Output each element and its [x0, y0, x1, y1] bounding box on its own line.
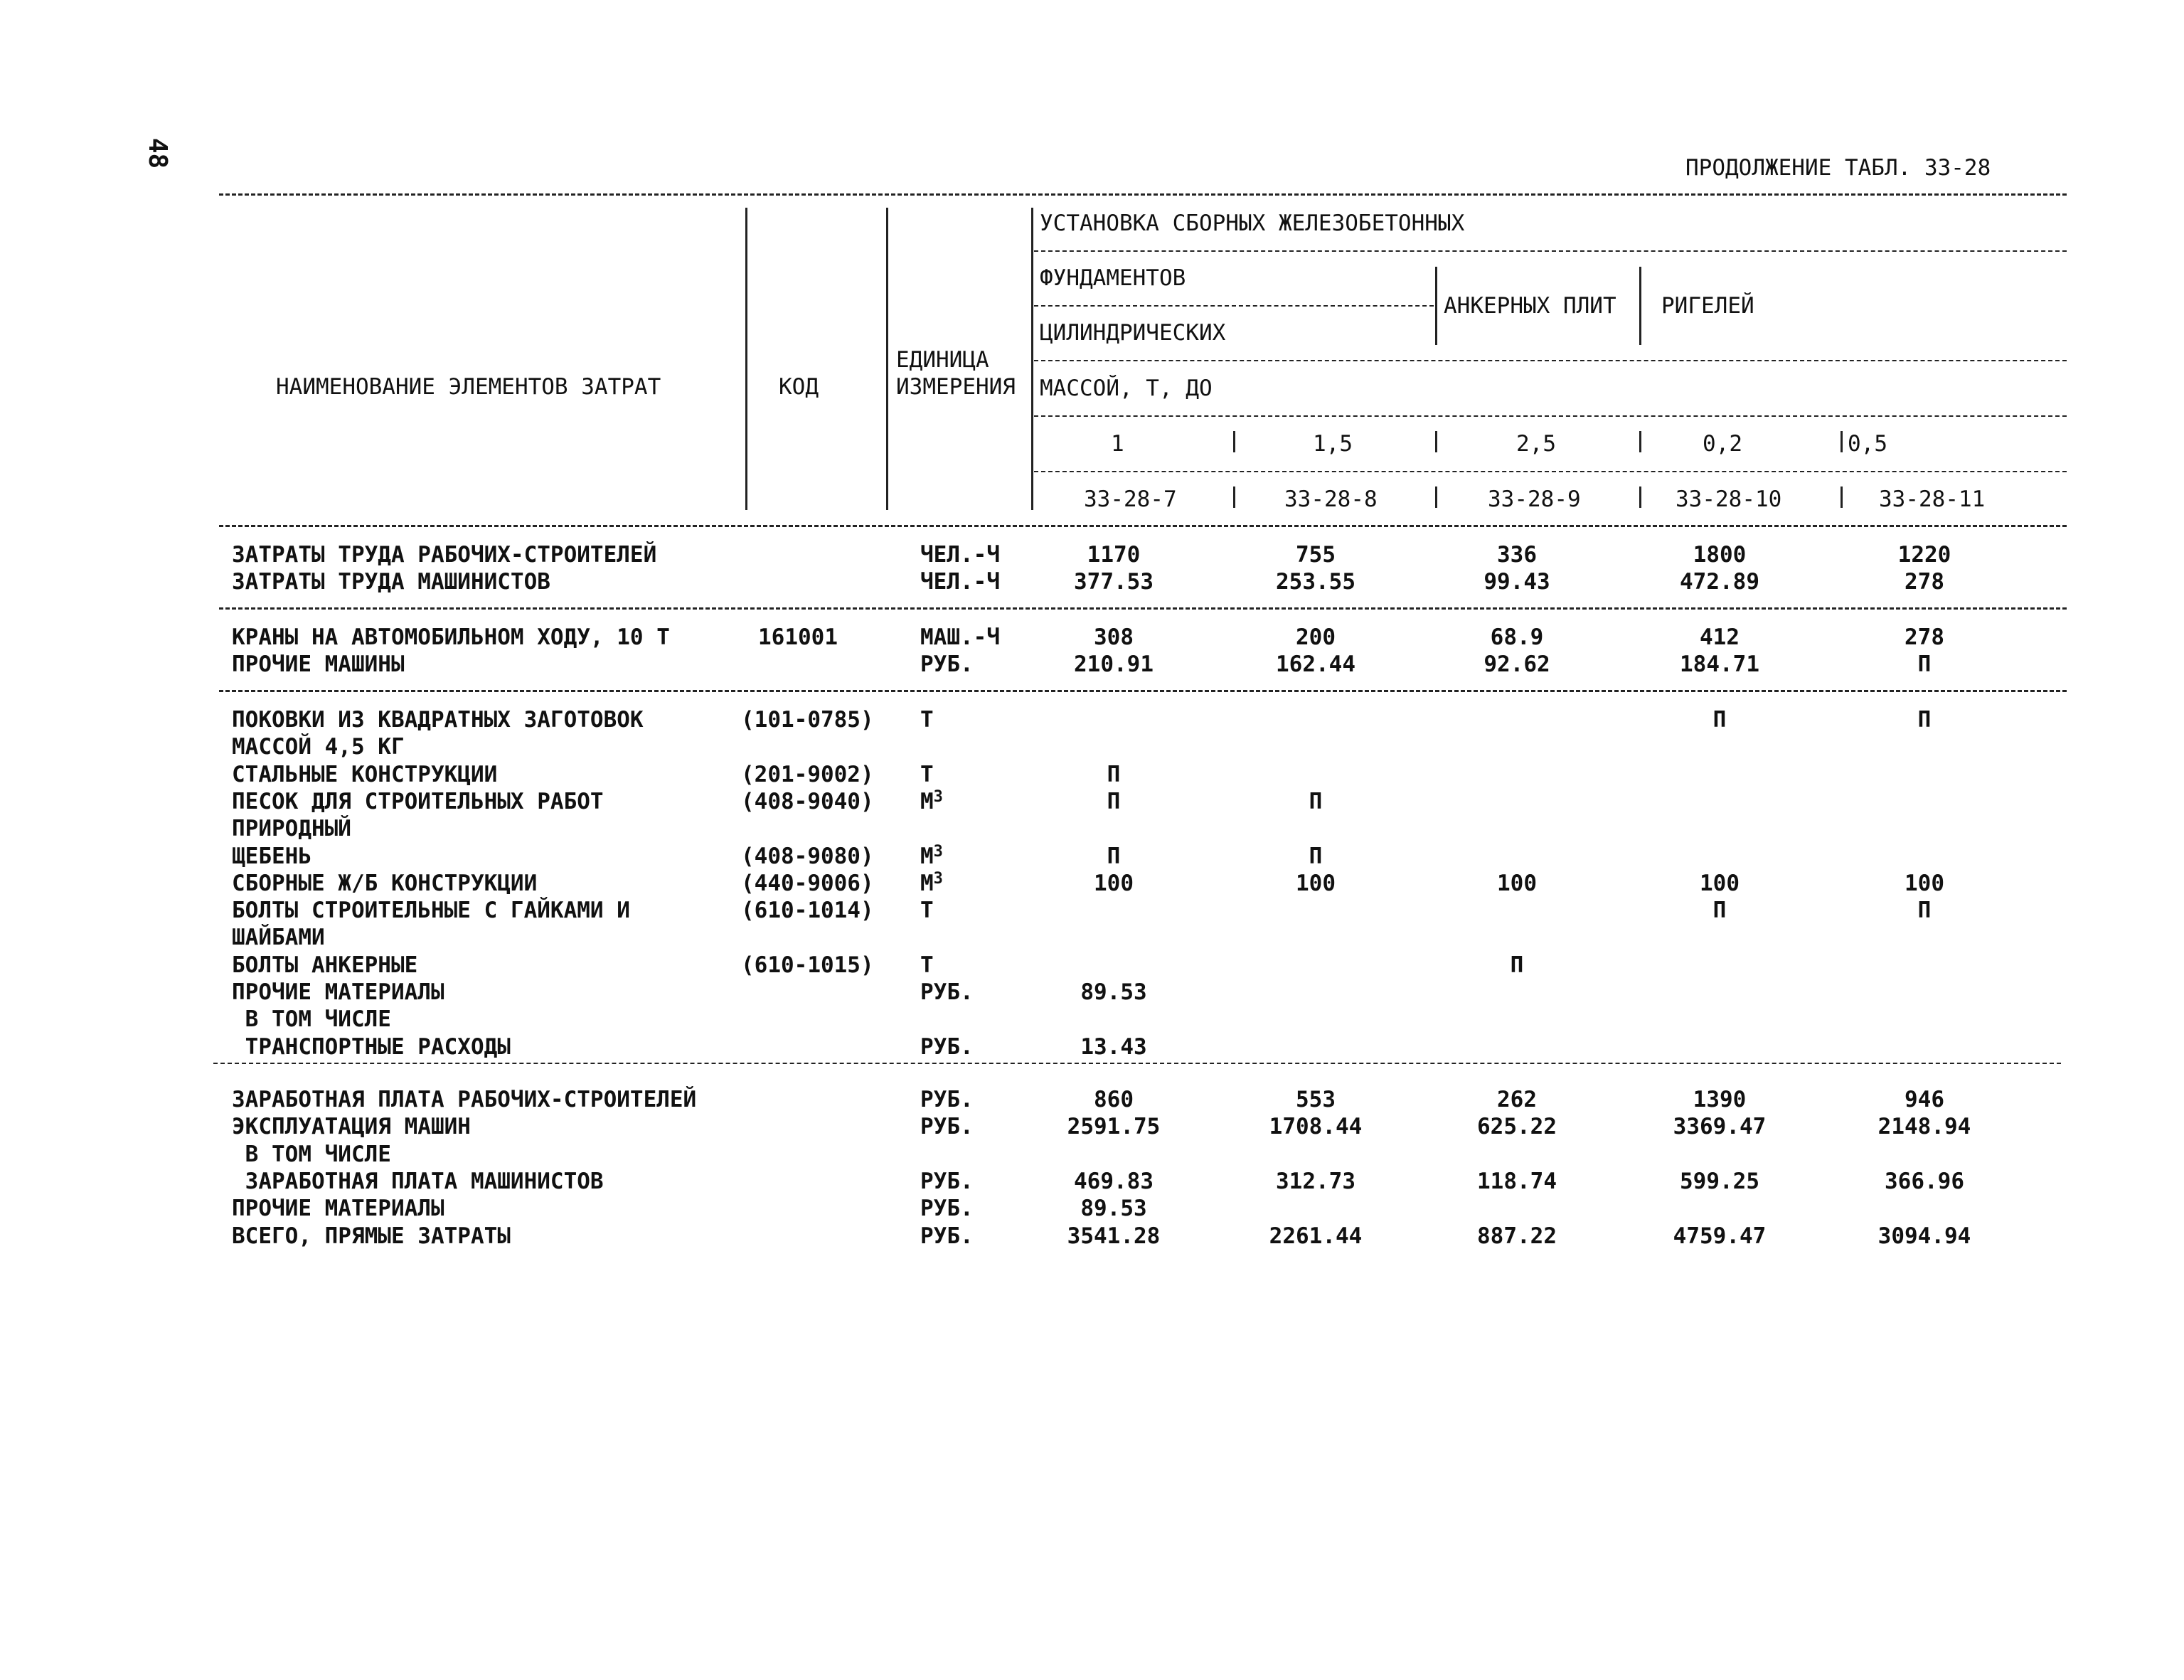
- header-divider: [1435, 267, 1437, 345]
- row-code: (201-9002): [741, 762, 874, 787]
- row-value: 2148.94: [1877, 1114, 1971, 1139]
- header-divider: [1435, 487, 1437, 508]
- row-code: 161001: [758, 624, 838, 650]
- row-value: 336: [1497, 542, 1537, 568]
- row-name: ПОКОВКИ ИЗ КВАДРАТНЫХ ЗАГОТОВОК: [232, 707, 644, 733]
- row-value: 469.83: [1074, 1169, 1154, 1194]
- row-value: П: [1107, 789, 1121, 814]
- row-unit: $М^3$: [920, 788, 943, 814]
- header-rule: [1034, 471, 2067, 472]
- row-unit: РУБ.: [920, 979, 974, 1005]
- row-value: П: [1712, 898, 1727, 923]
- row-name: ПРИРОДНЫЙ: [232, 816, 351, 841]
- table-caption: ПРОДОЛЖЕНИЕ ТАБЛ. 33-28: [1685, 155, 1991, 181]
- row-name: ПРОЧИЕ МАШИНЫ: [232, 652, 405, 677]
- section-rule: [219, 607, 2067, 610]
- header-mass-label: МАССОЙ, Т, ДО: [1040, 376, 1213, 401]
- row-name: ВСЕГО, ПРЯМЫЕ ЗАТРАТЫ: [232, 1223, 511, 1249]
- row-value: 278: [1905, 569, 1944, 595]
- row-unit: Т: [920, 762, 934, 787]
- row-value: 553: [1296, 1087, 1336, 1112]
- row-unit: Т: [920, 898, 934, 923]
- header-divider: [1639, 431, 1641, 452]
- row-value: П: [1917, 707, 1932, 733]
- row-unit: РУБ.: [920, 1223, 974, 1249]
- row-value: 262: [1497, 1087, 1537, 1112]
- row-value: 377.53: [1074, 569, 1154, 595]
- row-value: 946: [1905, 1087, 1944, 1112]
- norm-code: 33-28-11: [1879, 487, 1986, 512]
- header-rule: [1034, 360, 2067, 361]
- row-unit: РУБ.: [920, 1169, 974, 1194]
- header-bottom-rule: [219, 525, 2067, 527]
- row-value: 100: [1905, 871, 1944, 896]
- header-rigels: РИГЕЛЕЙ: [1661, 293, 1754, 319]
- header-divider: [1639, 487, 1641, 508]
- row-value: 4759.47: [1673, 1223, 1767, 1249]
- row-value: 13.43: [1080, 1034, 1147, 1060]
- header-rule: [1034, 250, 2067, 252]
- row-name: ЭКСПЛУАТАЦИЯ МАШИН: [232, 1114, 471, 1139]
- row-value: П: [1107, 844, 1121, 869]
- header-rule: [1034, 415, 2067, 417]
- header-divider: [1233, 487, 1235, 508]
- row-unit: РУБ.: [920, 1087, 974, 1112]
- header-foundations: ФУНДАМЕНТОВ: [1040, 265, 1186, 291]
- row-value: 200: [1296, 624, 1336, 650]
- row-name: БОЛТЫ СТРОИТЕЛЬНЫЕ С ГАЙКАМИ И: [232, 898, 630, 923]
- row-value: 184.71: [1680, 652, 1759, 677]
- row-name: БОЛТЫ АНКЕРНЫЕ: [232, 952, 418, 978]
- row-value: 89.53: [1080, 979, 1147, 1005]
- row-code: (610-1015): [741, 952, 874, 978]
- header-unit-line1: ЕДИНИЦА: [896, 347, 989, 373]
- row-value: 100: [1296, 871, 1336, 896]
- row-value: 860: [1094, 1087, 1134, 1112]
- row-unit: РУБ.: [920, 652, 974, 677]
- row-name: ТРАНСПОРТНЫЕ РАСХОДЫ: [232, 1034, 511, 1060]
- row-unit: ЧЕЛ.-Ч: [920, 569, 1000, 595]
- row-name: В ТОМ ЧИСЛЕ: [232, 1006, 391, 1032]
- row-name: МАССОЙ 4,5 КГ: [232, 734, 405, 760]
- row-name: В ТОМ ЧИСЛЕ: [232, 1142, 391, 1167]
- mass-value: 2,5: [1516, 431, 1556, 457]
- header-anchor-plates: АНКЕРНЫХ ПЛИТ: [1444, 293, 1616, 319]
- row-value: 3369.47: [1673, 1114, 1767, 1139]
- row-value: П: [1712, 707, 1727, 733]
- section-rule: [219, 690, 2067, 692]
- row-value: 1220: [1897, 542, 1951, 568]
- row-value: 308: [1094, 624, 1134, 650]
- row-name: КРАНЫ НА АВТОМОБИЛЬНОМ ХОДУ, 10 Т: [232, 624, 670, 650]
- row-name: ПЕСОК ДЛЯ СТРОИТЕЛЬНЫХ РАБОТ: [232, 789, 604, 814]
- mass-value: 0,2: [1703, 431, 1742, 457]
- row-value: 1390: [1693, 1087, 1747, 1112]
- row-name: СТАЛЬНЫЕ КОНСТРУКЦИИ: [232, 762, 498, 787]
- header-divider: [1841, 487, 1843, 508]
- header-divider: [1841, 431, 1843, 452]
- row-unit: $М^3$: [920, 843, 943, 869]
- row-code: (408-9080): [741, 844, 874, 869]
- row-value: 3541.28: [1067, 1223, 1161, 1249]
- row-value: 2591.75: [1067, 1114, 1161, 1139]
- header-name: НАИМЕНОВАНИЕ ЭЛЕМЕНТОВ ЗАТРАТ: [276, 374, 661, 400]
- row-value: П: [1917, 898, 1932, 923]
- row-value: 3094.94: [1877, 1223, 1971, 1249]
- row-unit: $М^3$: [920, 870, 943, 896]
- header-divider: [1639, 267, 1641, 345]
- row-value: 1708.44: [1269, 1114, 1363, 1139]
- row-code: (408-9040): [741, 789, 874, 814]
- row-value: 99.43: [1483, 569, 1550, 595]
- norm-code: 33-28-8: [1284, 487, 1378, 512]
- norm-code: 33-28-10: [1676, 487, 1782, 512]
- row-value: 1170: [1087, 542, 1141, 568]
- header-divider: [886, 208, 888, 510]
- row-value: П: [1107, 762, 1121, 787]
- row-value: 100: [1700, 871, 1740, 896]
- row-name: ЗАТРАТЫ ТРУДА РАБОЧИХ-СТРОИТЕЛЕЙ: [232, 542, 657, 568]
- mass-value: 0,5: [1848, 431, 1887, 457]
- row-name: ЩЕБЕНЬ: [232, 844, 311, 869]
- row-value: 100: [1497, 871, 1537, 896]
- row-code: (610-1014): [741, 898, 874, 923]
- row-unit: Т: [920, 952, 934, 978]
- row-value: 210.91: [1074, 652, 1154, 677]
- row-value: 162.44: [1276, 652, 1355, 677]
- row-value: 755: [1296, 542, 1336, 568]
- mass-value: 1,5: [1313, 431, 1353, 457]
- row-code: (101-0785): [741, 707, 874, 733]
- row-unit: ЧЕЛ.-Ч: [920, 542, 1000, 568]
- row-unit: Т: [920, 707, 934, 733]
- row-value: 366.96: [1885, 1169, 1964, 1194]
- row-name: СБОРНЫЕ Ж/Б КОНСТРУКЦИИ: [232, 871, 538, 896]
- row-value: П: [1309, 844, 1323, 869]
- row-value: 68.9: [1490, 624, 1544, 650]
- row-value: П: [1917, 652, 1932, 677]
- row-unit: РУБ.: [920, 1034, 974, 1060]
- section-rule: [213, 1063, 2061, 1064]
- row-code: (440-9006): [741, 871, 874, 896]
- row-name: ЗАРАБОТНАЯ ПЛАТА РАБОЧИХ-СТРОИТЕЛЕЙ: [232, 1087, 697, 1112]
- row-value: 412: [1700, 624, 1740, 650]
- header-cylindrical: ЦИЛИНДРИЧЕСКИХ: [1040, 320, 1226, 346]
- row-value: 472.89: [1680, 569, 1759, 595]
- row-name: ЗАРАБОТНАЯ ПЛАТА МАШИНИСТОВ: [232, 1169, 604, 1194]
- header-rule: [1034, 305, 1434, 307]
- row-name: ШАЙБАМИ: [232, 925, 325, 950]
- header-code: КОД: [779, 374, 819, 400]
- row-value: 253.55: [1276, 569, 1355, 595]
- header-divider: [1435, 431, 1437, 452]
- row-name: ПРОЧИЕ МАТЕРИАЛЫ: [232, 1196, 444, 1221]
- row-value: 2261.44: [1269, 1223, 1363, 1249]
- header-group-title: УСТАНОВКА СБОРНЫХ ЖЕЛЕЗОБЕТОННЫХ: [1040, 211, 1465, 236]
- row-value: 89.53: [1080, 1196, 1147, 1221]
- header-divider: [1031, 208, 1033, 510]
- row-value: 278: [1905, 624, 1944, 650]
- row-value: 118.74: [1477, 1169, 1557, 1194]
- row-value: 625.22: [1477, 1114, 1557, 1139]
- header-top-rule: [219, 193, 2067, 196]
- row-value: П: [1510, 952, 1524, 978]
- header-divider: [745, 208, 747, 510]
- row-value: П: [1309, 789, 1323, 814]
- row-value: 1800: [1693, 542, 1747, 568]
- row-unit: РУБ.: [920, 1114, 974, 1139]
- norm-code: 33-28-7: [1084, 487, 1177, 512]
- row-value: 887.22: [1477, 1223, 1557, 1249]
- header-unit-line2: ИЗМЕРЕНИЯ: [896, 374, 1016, 400]
- row-value: 100: [1094, 871, 1134, 896]
- row-name: ПРОЧИЕ МАТЕРИАЛЫ: [232, 979, 444, 1005]
- norm-code: 33-28-9: [1488, 487, 1581, 512]
- row-unit: МАШ.-Ч: [920, 624, 1000, 650]
- header-divider: [1233, 431, 1235, 452]
- mass-value: 1: [1111, 431, 1124, 457]
- row-value: 312.73: [1276, 1169, 1355, 1194]
- row-value: 599.25: [1680, 1169, 1759, 1194]
- page-number: 48: [143, 137, 173, 169]
- row-unit: РУБ.: [920, 1196, 974, 1221]
- row-value: 92.62: [1483, 652, 1550, 677]
- row-name: ЗАТРАТЫ ТРУДА МАШИНИСТОВ: [232, 569, 550, 595]
